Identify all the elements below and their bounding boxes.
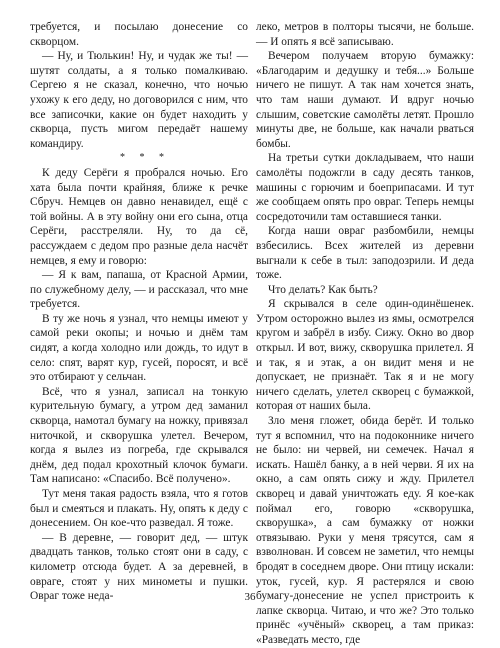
paragraph: — Я к вам, папаша, от Красной Армии, по служебному делу, — и рассказал, что мне требуется. (30, 269, 248, 311)
left-column (30, 20, 248, 604)
paragraph: — В деревне, — говорит дед, — штук двадцать танков, только стоят они в саду, с километр отсюда будет. А за деревней, в овраге, стоят у них минометы и пушки. Овраг тоже неда- (30, 531, 248, 603)
paragraph: требуется, и посылаю донесение со скворцом. (30, 21, 248, 48)
paragraph: На третьи сутки докладываем, что наши самолёты подожгли в саду десять танков, машины с горючим и боеприпасами. И тут же сообщаем опять про овраг. Теперь немцы сосредоточили там оставшиеся танки. (256, 152, 474, 223)
paragraph: Всё, что я узнал, записал на тонкую курительную бумагу, а утром дед заманил скворца, намотал бумагу на ножку, привязал ниточкой, и скворушка улетел. Вечером, когда я вылез из погреба, где скрывался днём, дед подал крохотный клочок бумаги. Там написано: «Спасибо. Всё получено». (30, 385, 248, 486)
paragraph: В ту же ночь я узнал, что немцы имеют у самой реки окопы; и ночью и днём там сидят, а когда холодно или дождь, то идут в село: спят, варят кур, гусей, поросят, и всё это отбирают у сельчан. (30, 312, 248, 384)
right-column (256, 20, 474, 648)
page-number: 36 (244, 591, 256, 603)
paragraph: Что делать? Как быть? (268, 283, 378, 296)
paragraph: Я скрывался в селе один-одинёшенек. Утром осторожно вылез из ямы, осмотрелся кругом и забрёл в избу. Сижу. Окно во двор открыл. И вот, вижу, скворушка прилетел. Я и так, я и этак, а он видит меня и не допускает, не признаёт. Так я и не могу ничего сделать, улетел скворец с бумажкой, которая от наших была. (256, 298, 474, 413)
paragraph: Вечером получаем вторую бумажку: «Благодарим и дедушку и тебя...» Больше ничего не пишут. А так нам хочется знать, что там наши думают. И вдруг ночью слышим, советские самолёты летят. Прошло минуты две, не больше, как начали рваться бомбы. (256, 50, 474, 150)
paragraph: леко, метров в полторы тысячи, не больше. — И опять я всё записываю. (256, 21, 474, 48)
paragraph: К деду Серёги я пробрался ночью. Его хата была почти крайняя, ближе к речке Сбруч. Немцев он давно ненавидел, ещё с той войны. А в эту войну они его сына, отца Серёги, расстреляли. Ну, то да сё, рассуждаем с дедом про разные дела насчёт немцев, я ему и говорю: (30, 166, 248, 267)
section-separator: * * * (120, 152, 170, 164)
paragraph: Зло меня гложет, обида берёт. И только тут я вспомнил, что на подоконнике ничего не было: ни червей, ни семечек. Начал я искать. Нашёл банку, а в ней черви. Я их на окно, а сам опять сижу и жду. Прилетел скворец и давай уничтожать еду. Я кое-как поймал его, говорю «скворушка, скворушка», а сам бумажку от ножки отвязываю. Руки у меня трясутся, сам я взволнован. И совсем не заметил, что немцы бродят в соседнем дворе. Они птицу искали: уток, гусей, кур. Я растерялся и свою бумагу-донесение не успел пристроить к лапке скворца. Читаю, и что же? Это только принёс «учёный» скворец, а там приказ: «Разведать место, где (256, 415, 474, 646)
paragraph: — Ну, и Тюлькин! Ну, и чудак же ты! — шутят солдаты, а я только помалкиваю. Сергею я не сказал, конечно, что ночью ухожу к его деду, но договорился с ним, что все записочки, какие он будет находить у скворца, пусть мигом передаёт нашему командиру. (30, 50, 248, 150)
paragraph: Тут меня такая радость взяла, что я готов был и смеяться и плакать. Ну, опять к деду с донесением. Он кое-что разведал. Я тоже. (30, 488, 248, 530)
paragraph: Когда наши овраг разбомбили, немцы взбесились. Всех жителей из деревни выгнали к себе в тыл: заподозрили. И деда тоже. (256, 225, 474, 282)
